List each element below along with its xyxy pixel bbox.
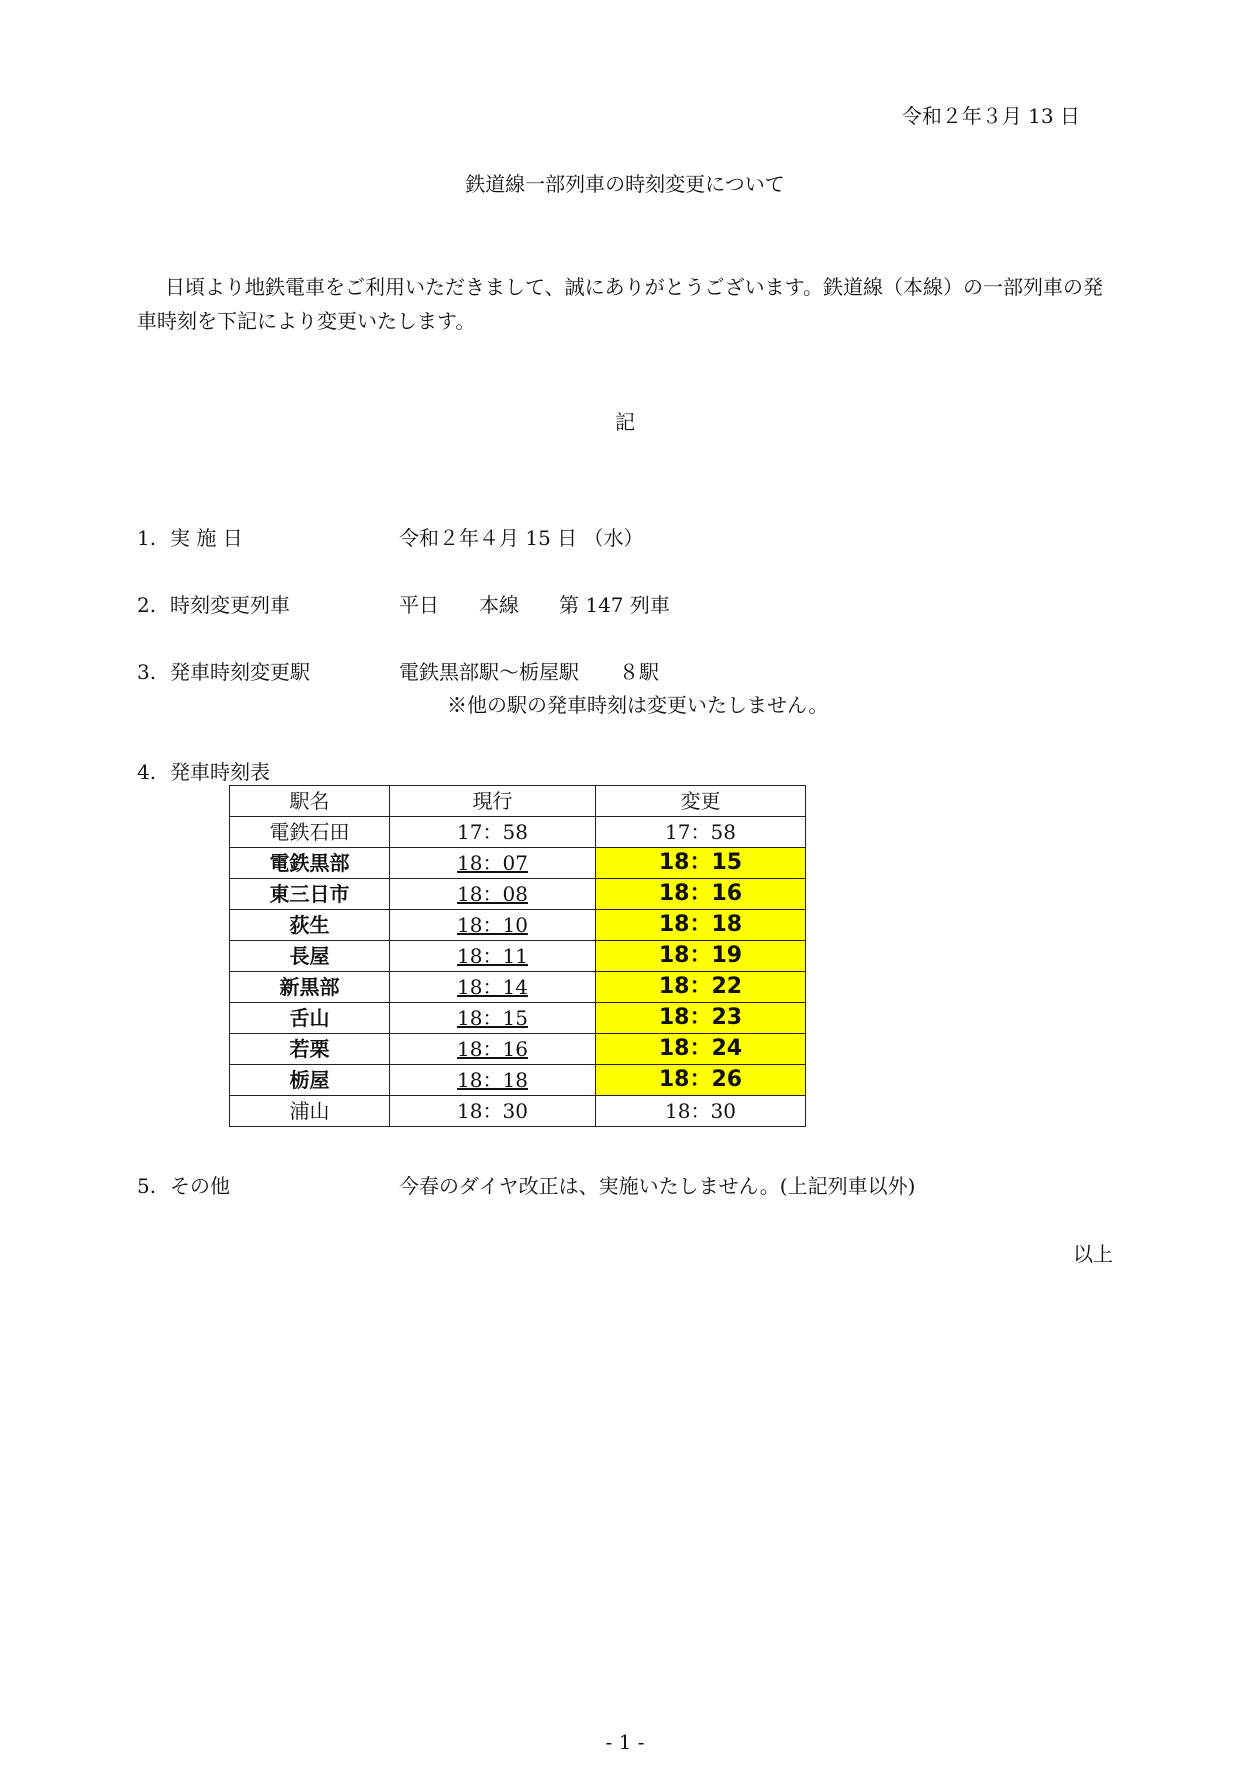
station-name: 舌山 bbox=[230, 1003, 390, 1034]
table-row bbox=[230, 817, 806, 848]
table-row bbox=[230, 1034, 806, 1065]
station-name: 新黒部 bbox=[230, 972, 390, 1003]
timetable-header-row bbox=[230, 786, 806, 817]
timetable bbox=[229, 785, 806, 1127]
current-time: 18：18 bbox=[390, 1065, 596, 1096]
table-row bbox=[230, 1065, 806, 1096]
new-time: 18：30 bbox=[596, 1096, 806, 1127]
item-1-label: 実 施 日 bbox=[170, 526, 243, 550]
station-name: 荻生 bbox=[230, 910, 390, 941]
table-row bbox=[230, 1096, 806, 1127]
new-time: 18：18 bbox=[596, 910, 806, 941]
header-station: 駅名 bbox=[230, 786, 390, 817]
new-time: 18：16 bbox=[596, 879, 806, 910]
item-2-label: 時刻変更列車 bbox=[170, 593, 290, 617]
current-time: 18：30 bbox=[390, 1096, 596, 1127]
item-3-number: 3. bbox=[137, 660, 157, 684]
current-time: 18：15 bbox=[390, 1003, 596, 1034]
table-row bbox=[230, 848, 806, 879]
document-date: 令和２年３月 13 日 bbox=[901, 104, 1080, 128]
new-time: 17：58 bbox=[596, 817, 806, 848]
item-3-note: ※他の駅の発車時刻は変更いたしません。 bbox=[447, 693, 829, 717]
current-time: 18：08 bbox=[390, 879, 596, 910]
item-4-number: 4. bbox=[137, 760, 157, 784]
item-1-number: 1. bbox=[137, 526, 157, 550]
station-name: 浦山 bbox=[230, 1096, 390, 1127]
new-time: 18：24 bbox=[596, 1034, 806, 1065]
table-row bbox=[230, 1003, 806, 1034]
header-new: 変更 bbox=[596, 786, 806, 817]
new-time: 18：26 bbox=[596, 1065, 806, 1096]
station-name: 電鉄黒部 bbox=[230, 848, 390, 879]
item-1-value: 令和２年４月 15 日 （水） bbox=[399, 526, 644, 550]
table-row bbox=[230, 941, 806, 972]
current-time: 18：16 bbox=[390, 1034, 596, 1065]
current-time: 18：10 bbox=[390, 910, 596, 941]
station-name: 電鉄石田 bbox=[230, 817, 390, 848]
station-name: 栃屋 bbox=[230, 1065, 390, 1096]
item-5-label: その他 bbox=[170, 1174, 230, 1198]
item-4-label: 発車時刻表 bbox=[170, 760, 270, 784]
item-3-label: 発車時刻変更駅 bbox=[170, 660, 310, 684]
table-row bbox=[230, 879, 806, 910]
closing-ijou: 以上 bbox=[1073, 1242, 1113, 1266]
item-2-value: 平日 本線 第 147 列車 bbox=[399, 593, 670, 617]
table-row bbox=[230, 972, 806, 1003]
station-name: 若栗 bbox=[230, 1034, 390, 1065]
item-2-number: 2. bbox=[137, 593, 157, 617]
header-current: 現行 bbox=[390, 786, 596, 817]
item-3-value: 電鉄黒部駅～栃屋駅 ８駅 bbox=[399, 660, 659, 684]
current-time: 18：07 bbox=[390, 848, 596, 879]
new-time: 18：19 bbox=[596, 941, 806, 972]
station-name: 東三日市 bbox=[230, 879, 390, 910]
ki-heading: 記 bbox=[615, 410, 635, 434]
new-time: 18：22 bbox=[596, 972, 806, 1003]
item-5-number: 5. bbox=[137, 1174, 157, 1198]
new-time: 18：23 bbox=[596, 1003, 806, 1034]
new-time: 18：15 bbox=[596, 848, 806, 879]
item-5-value: 今春のダイヤ改正は、実施いたしません。(上記列車以外) bbox=[399, 1174, 916, 1198]
station-name: 長屋 bbox=[230, 941, 390, 972]
current-time: 17：58 bbox=[390, 817, 596, 848]
document-title: 鉄道線一部列車の時刻変更について bbox=[465, 172, 785, 196]
current-time: 18：14 bbox=[390, 972, 596, 1003]
current-time: 18：11 bbox=[390, 941, 596, 972]
table-row bbox=[230, 910, 806, 941]
page-number: - 1 - bbox=[605, 1730, 645, 1754]
intro-paragraph: 日頃より地鉄電車をご利用いただきまして、誠にありがとうございます。鉄道線（本線）の一部列車の発車時刻を下記により変更いたします。 bbox=[137, 275, 1103, 333]
